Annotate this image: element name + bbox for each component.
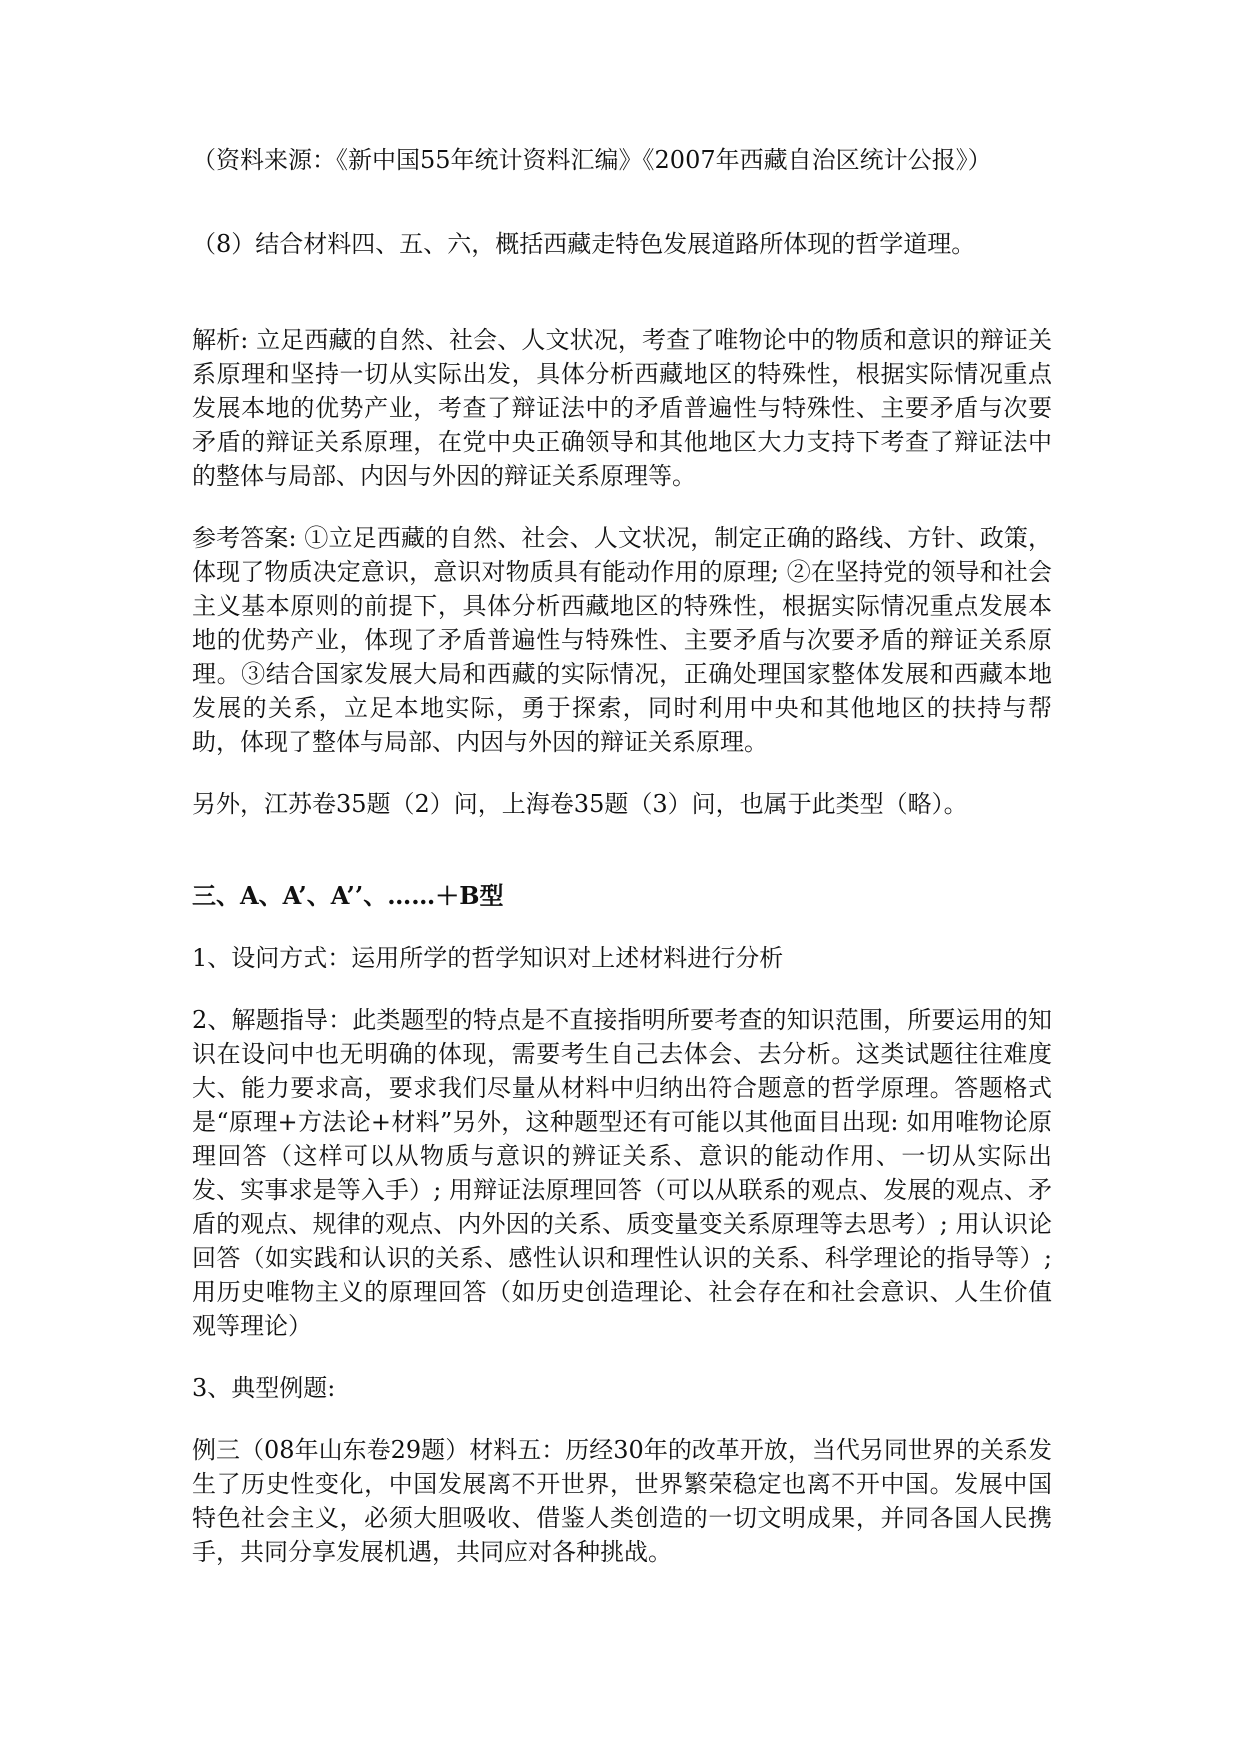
source-line: （资料来源：《新中国55年统计资料汇编》《2007年西藏自治区统计公报》） <box>192 146 992 174</box>
item-question-method: 1、设问方式：运用所学的哲学知识对上述材料进行分析 <box>192 944 784 972</box>
item-typical-examples: 3、典型例题: <box>192 1374 336 1402</box>
reference-answer-paragraph: 参考答案: ①立足西藏的自然、社会、人文状况，制定正确的路线、方针、政策，体现了物质决定意识，意识对物质具有能动作用的原理; ②在坚持党的领导和社会主义基本原则的前提下，具体分析西藏地区的特殊性，根据实际情况重点发展本地的优势产业，体现了矛盾普遍性与特殊性、主要矛盾与次要矛盾的辩证关系原理。③结合国家发展大局和西藏的实际情况，正确处理国家整体发展和西藏本地发展的关系，立足本地实际，勇于探索，同时利用中央和其他地区的扶持与帮助，体现了整体与局部、内因与外因的辩证关系原理。 <box>192 524 1052 756</box>
question-8: （8）结合材料四、五、六，概括西藏走特色发展道路所体现的哲学道理。 <box>192 230 976 258</box>
also-note: 另外，江苏卷35题（2）问，上海卷35题（3）问，也属于此类型（略）。 <box>192 790 968 818</box>
section-heading: 三、A、A’、A’’、……＋B型 <box>192 881 504 910</box>
example-three: 例三（08年山东卷29题）材料五：历经30年的改革开放，当代另同世界的关系发生了历史性变化，中国发展离不开世界，世界繁荣稳定也离不开中国。发展中国特色社会主义，必须大胆吸收、借鉴人类创造的一切文明成果，并同各国人民携手，共同分享发展机遇，共同应对各种挑战。 <box>192 1436 1052 1566</box>
analysis-paragraph: 解析: 立足西藏的自然、社会、人文状况，考查了唯物论中的物质和意识的辩证关系原理和坚持一切从实际出发，具体分析西藏地区的特殊性，根据实际情况重点发展本地的优势产业，考查了辩证法中的矛盾普遍性与特殊性、主要矛盾与次要矛盾的辩证关系原理，在党中央正确领导和其他地区大力支持下考查了辩证法中的整体与局部、内因与外因的辩证关系原理等。 <box>192 326 1052 490</box>
item-solving-guide: 2、解题指导：此类题型的特点是不直接指明所要考查的知识范围，所要运用的知识在设问中也无明确的体现，需要考生自己去体会、去分析。这类试题往往难度大、能力要求高，要求我们尽量从材料中归纳出符合题意的哲学原理。答题格式是“原理+方法论+材料”另外，这种题型还有可能以其他面目出现: 如用唯物论原理回答（这样可以从物质与意识的辨证关系、意识的能动作用、一切从实际出发、实事求是等入手）; 用辩证法原理回答（可以从联系的观点、发展的观点、矛盾的观点、规律的观点、内外因的关系、质变量变关系原理等去思考）; 用认识论回答（如实践和认识的关系、感性认识和理性认识的关系、科学理论的指导等）; 用历史唯物主义的原理回答（如历史创造理论、社会存在和社会意识、人生价值观等理论） <box>192 1006 1052 1340</box>
document-body <box>192 143 1052 1569</box>
